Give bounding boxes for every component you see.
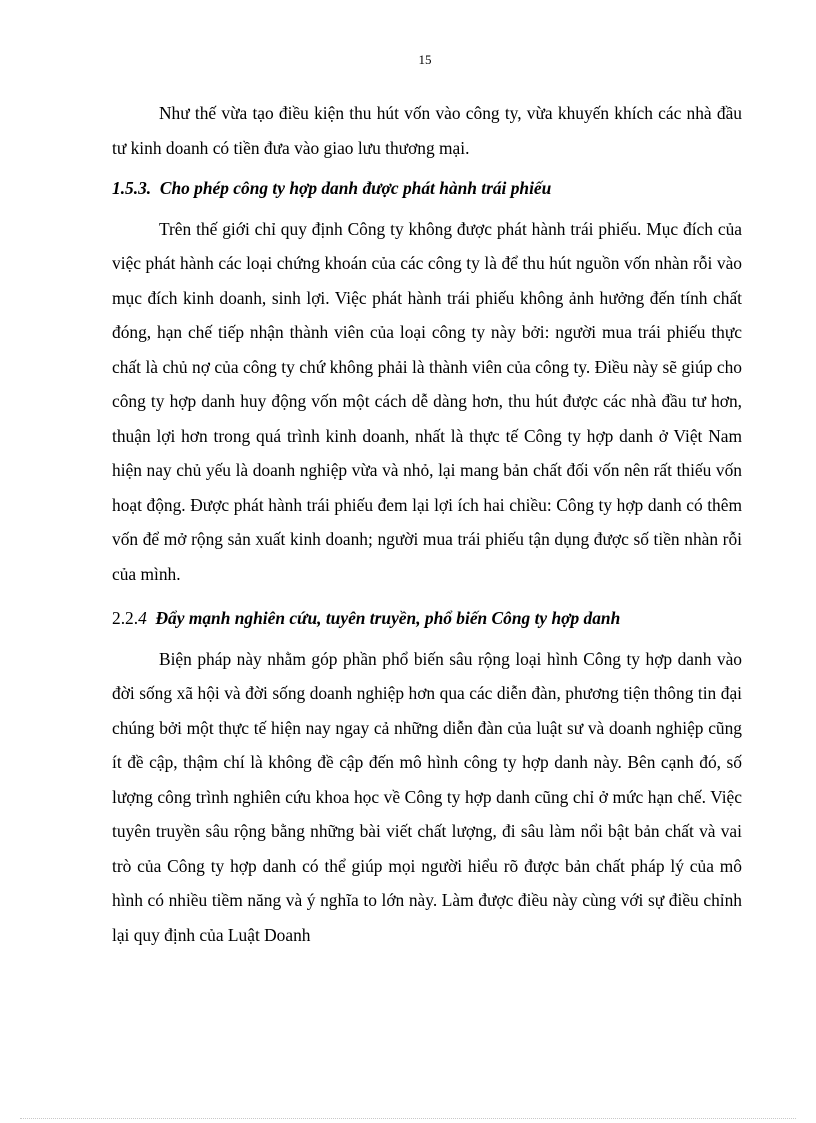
paragraph: Như thế vừa tạo điều kiện thu hút vốn vào công ty, vừa khuyến khích các nhà đầu tư kinh doanh có tiền đưa vào giao lưu thương mại.	[112, 103, 742, 158]
section-number-suffix: 4	[138, 608, 147, 628]
section-number: 2.2.	[112, 608, 139, 628]
section-heading	[112, 171, 742, 206]
section-heading	[112, 601, 742, 636]
section-number: 1.5.3.	[112, 178, 152, 198]
paragraph: Biện pháp này nhằm góp phần phổ biến sâu rộng loại hình Công ty hợp danh vào đời sống xã hội và đời sống doanh nghiệp hơn qua các diễn đàn, phương tiện thông tin đại chúng bởi một thực tế hiện nay ngay cả những diễn đàn của luật sư và doanh nghiệp cũng ít đề cập, thậm chí là không đề cập đến mô hình công ty hợp danh này. Bên cạnh đó, số lượng công trình nghiên cứu khoa học về Công ty hợp danh cũng chỉ ở mức hạn chế. Việc tuyên truyền sâu rộng bằng những bài viết chất lượng, đi sâu làm nổi bật bản chất và vai trò của Công ty hợp danh có thể giúp mọi người hiểu rõ được bản chất pháp lý của mô hình có nhiều tiềm năng và ý nghĩa to lớn này. Làm được điều này cùng với sự điều chỉnh lại quy định của Luật Doanh	[112, 648, 742, 945]
section-title: Cho phép công ty hợp danh được phát hành trái phiếu	[159, 178, 552, 198]
spacer	[112, 591, 742, 601]
paragraph: Trên thế giới chỉ quy định Công ty không được phát hành trái phiếu. Mục đích của việc phát hành các loại chứng khoán của các công ty là để thu hút nguồn vốn nhàn rỗi vào mục đích kinh doanh, sinh lợi. Việc phát hành trái phiếu không ảnh hưởng đến tính chất đóng, hạn chế tiếp nhận thành viên của loại công ty này bởi: người mua trái phiếu thực chất là chủ nợ của công ty chứ không phải là thành viên của công ty. Điều này sẽ giúp cho công ty hợp danh huy động vốn một cách dễ dàng hơn, thu hút được các nhà đầu tư hơn, thuận lợi hơn trong quá trình kinh doanh, nhất là thực tế Công ty hợp danh ở Việt Nam hiện nay chủ yếu là doanh nghiệp vừa và nhỏ, lại mang bản chất đối vốn nên rất thiếu vốn hoạt động. Được phát hành trái phiếu đem lại lợi ích hai chiều: Công ty hợp danh có thêm vốn để mở rộng sản xuất kinh doanh; người mua trái phiếu tận dụng được số tiền nhàn rỗi của mình.	[112, 218, 742, 584]
document-body	[112, 96, 742, 952]
page-number: 15	[418, 52, 432, 67]
section-title: Đẩy mạnh nghiên cứu, tuyên truyền, phổ biến Công ty hợp danh	[155, 608, 621, 628]
page-bottom-border	[20, 1118, 796, 1119]
